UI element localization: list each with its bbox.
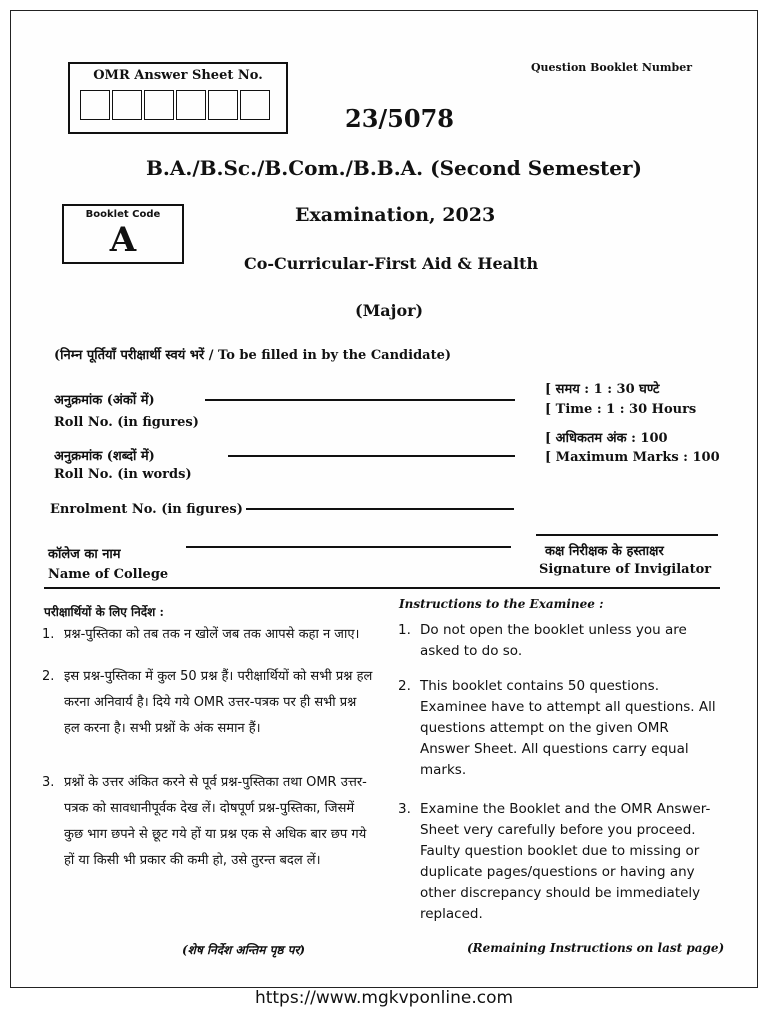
question-booklet-number-label: Question Booklet Number [530, 61, 692, 74]
omr-cell [80, 90, 110, 120]
omr-answer-sheet-box [68, 62, 288, 134]
max-marks: [ Maximum Marks : 100 [545, 450, 720, 465]
paper-code: 23/5078 [345, 104, 454, 133]
instructions-hindi-list [42, 622, 374, 874]
omr-number-cells [80, 90, 272, 120]
instruction-english-item: 2. This booklet contains 50 questions. Examinee have to attempt all questions. All questions attempt on the given OMR Answer Sheet. All questions carry equal marks. [398, 678, 716, 778]
omr-cell [176, 90, 206, 120]
instruction-hindi-item: 3. प्रश्नों के उत्तर अंकित करने से पूर्व प्रश्न-पुस्तिका तथा OMR उत्तर-पत्रक को सावधानीपूर्वक देख लें। दोषपूर्ण प्रश्न-पुस्तिका, जिसमें कुछ भाग छपने से छूट गये हों या प्रश्न एक से अधिक बार छप गये हों या किसी भी प्रकार की कमी हो, उसे तुरन्त बदल लें। [42, 775, 367, 868]
omr-cell [144, 90, 174, 120]
section-divider [44, 587, 720, 589]
instruction-english-item: 1. Do not open the booklet unless you are asked to do so. [398, 622, 687, 659]
instructions-hindi-heading: परीक्षार्थियों के लिए निर्देश : [44, 605, 164, 619]
time-hindi: [ समय : 1 : 30 घण्टे [545, 382, 660, 397]
enrolment-label: Enrolment No. (in figures) [50, 502, 243, 517]
instructions-english-heading: Instructions to the Examinee : [399, 597, 604, 611]
booklet-code-box [62, 204, 184, 264]
invigilator-hindi-label: कक्ष निरीक्षक के हस्ताक्षर [545, 544, 664, 559]
invigilator-signature-line [536, 534, 718, 536]
max-marks-hindi: [ अधिकतम अंक : 100 [545, 431, 668, 446]
instruction-english-item: 3. Examine the Booklet and the OMR Answer-Sheet very carefully before you proceed. Faulty question booklet due to missing or duplicate pages/questions or having any other discrepancy should be immediately replaced. [398, 801, 711, 922]
invigilator-label: Signature of Invigilator [539, 562, 712, 577]
instruction-hindi-item: 2. इस प्रश्न-पुस्तिका में कुल 50 प्रश्न हैं। परीक्षार्थियों को सभी प्रश्न हल करना अनिवार्य है। दिये गये OMR उत्तर-पत्रक पर ही सभी प्रश्न हल करना है। सभी प्रश्नों के अंक समान हैं। [42, 669, 373, 736]
instruction-hindi-item: 1. प्रश्न-पुस्तिका को तब तक न खोलें जब तक आपसे कहा न जाए। [42, 627, 360, 642]
roll-words-hindi-label: अनुक्रमांक (शब्दों में) [54, 449, 155, 464]
roll-figures-label: Roll No. (in figures) [54, 415, 199, 430]
enrolment-input-line[interactable] [246, 508, 514, 510]
college-input-line[interactable] [186, 546, 511, 548]
omr-cell [240, 90, 270, 120]
omr-cell [112, 90, 142, 120]
footer-url[interactable]: https://www.mgkvponline.com [254, 988, 514, 1008]
roll-words-label: Roll No. (in words) [54, 467, 192, 482]
college-label: Name of College [48, 567, 169, 582]
roll-figures-input-line[interactable] [205, 399, 515, 401]
omr-title: OMR Answer Sheet No. [93, 68, 263, 83]
roll-words-input-line[interactable] [228, 455, 515, 457]
remaining-instructions-english: (Remaining Instructions on last page) [467, 941, 725, 955]
instructions-english-list [398, 620, 720, 925]
college-hindi-label: कॉलेज का नाम [48, 547, 121, 562]
omr-cell [208, 90, 238, 120]
time-duration: [ Time : 1 : 30 Hours [545, 402, 697, 417]
paper-type: (Major) [355, 301, 424, 320]
booklet-code-value: A [109, 220, 137, 260]
course-title: B.A./B.Sc./B.Com./B.B.A. (Second Semester) [145, 156, 643, 180]
roll-figures-hindi-label: अनुक्रमांक (अंकों में) [54, 393, 155, 408]
booklet-code-label: Booklet Code [85, 209, 161, 220]
subject-title: Co-Curricular-First Aid & Health [244, 254, 539, 273]
fill-note: (निम्न पूर्तियाँ परीक्षार्थी स्वयं भरें / To be filled in by the Candidate) [54, 348, 452, 363]
exam-title: Examination, 2023 [295, 204, 496, 226]
remaining-instructions-hindi: (शेष निर्देश अन्तिम पृष्ठ पर) [182, 943, 306, 957]
